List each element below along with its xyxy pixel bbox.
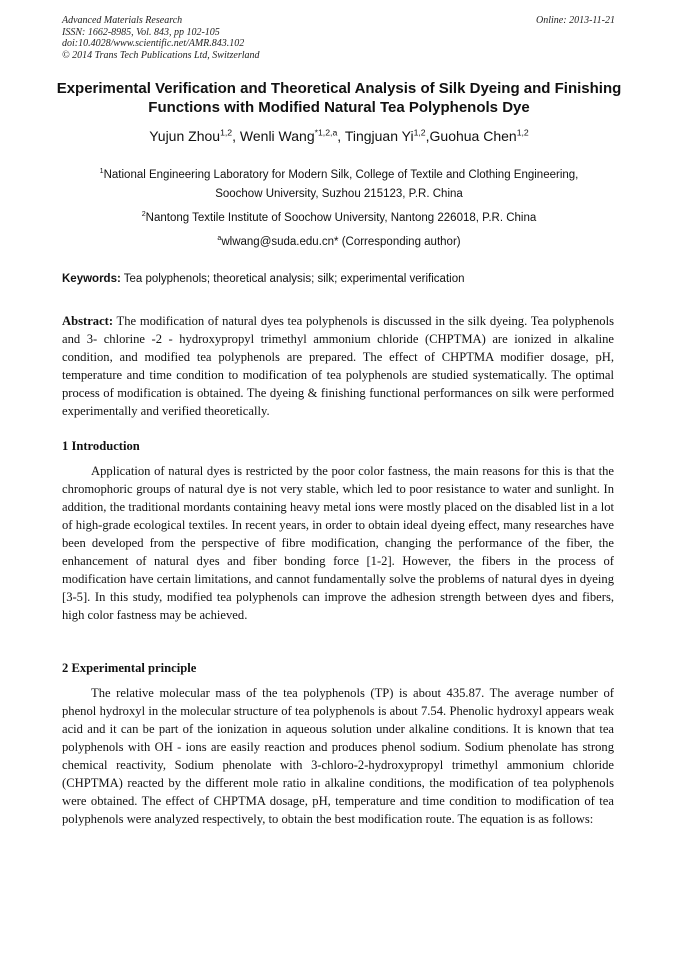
author-name: Yujun Zhou — [149, 128, 221, 144]
keywords-text: Tea polyphenols; theoretical analysis; silk; experimental verification — [120, 273, 465, 285]
online-date: Online: 2013-11-21 — [536, 15, 615, 26]
keywords-label: Keywords: — [62, 273, 121, 285]
abstract — [62, 312, 614, 420]
section-heading-introduction: 1 Introduction — [62, 439, 140, 453]
affiliation-1-line-2: Soochow University, Suzhou 215123, P.R. China — [215, 188, 463, 200]
author-name: Tingjuan Yi — [344, 128, 414, 144]
author-list — [55, 128, 623, 144]
affiliation-mark: 1 — [99, 167, 104, 176]
affiliation-mark: 2 — [141, 210, 146, 219]
affiliation-1-line-1: National Engineering Laboratory for Modern Silk, College of Textile and Clothing Engineering, — [103, 169, 579, 181]
experimental-principle-paragraph: The relative molecular mass of the tea polyphenols (TP) is about 435.87. The average number of phenol hydroxyl in the molecular structure of tea polyphenols is about 7.54. Phenolic hydroxyl appears weak acid and it can be part of the ionization in aqueous solution under alkaline conditions. It is known that tea polyphenols with OH - ions are easily reaction and produces phenol sodium. Sodium phenolate has strong chemical reactivity, Sodium phenolate with 3-chloro-2-hydroxypropyl trimethyl ammonium chloride (CHPTMA) reacted by the different mole ratio in alkaline conditions, the modification of tea polyphenols were obtained. The effect of CHPTMA dosage, pH, temperature and time condition to modification of tea polyphenols were analyzed respectively, to obtain the best modification route. The equation is as follows: — [62, 686, 614, 826]
copyright-line: © 2014 Trans Tech Publications Ltd, Switzerland — [62, 49, 260, 61]
author-affiliation-mark: 1,2 — [413, 127, 426, 138]
corresponding-email — [62, 233, 616, 252]
affiliation-2-text: Nantong Textile Institute of Soochow University, Nantong 226018, P.R. China — [145, 212, 537, 224]
author-affiliation-mark: 1,2 — [516, 127, 529, 138]
author-affiliation-mark: 1,2 — [220, 127, 233, 138]
author-name: Guohua Chen — [429, 128, 517, 144]
doi-line: doi:10.4028/www.scientific.net/AMR.843.102 — [62, 38, 245, 49]
abstract-label: Abstract: — [62, 314, 114, 328]
journal-header — [62, 15, 260, 61]
journal-name: Advanced Materials Research — [62, 15, 183, 26]
author-affiliation-mark: *1,2,a — [314, 127, 338, 138]
author-separator: , — [232, 128, 240, 144]
email-text: wlwang@suda.edu.cn* (Corresponding author) — [221, 236, 461, 248]
issn-line: ISSN: 1662-8985, Vol. 843, pp 102-105 — [62, 26, 220, 38]
paper-title: Experimental Verification and Theoretical Analysis of Silk Dyeing and Finishing Functions with Modified Natural Tea Polyphenols Dye — [56, 80, 622, 116]
affiliation-1 — [62, 166, 616, 204]
section-heading-experimental-principle: 2 Experimental principle — [62, 661, 197, 675]
email-mark: a — [217, 234, 222, 243]
affiliation-2 — [62, 209, 616, 228]
keywords — [62, 273, 616, 285]
introduction-paragraph: Application of natural dyes is restricted by the poor color fastness, the main reasons for this is that the chromophoric groups of natural dye is not very stable, which led to poor resistance to water and sunlight. In addition, the traditional mordants containing heavy metal ions were mostly placed on the disabled list in a lot of high-grade ecological textiles. In recent years, in order to obtain ideal dyeing effect, many researches have been developed from the perspective of fibre modification, changing the performance of the fiber, the enhancement of natural dyes and fiber bonding force [1-2]. However, the fibers in the process of modification have certain limitations, and cannot fundamentally solve the problems of natural dyes in dyeing [3-5]. In this study, modified tea polyphenols can improve the adhesion strength between dyes and fibers, high color fastness may be achieved. — [62, 464, 614, 622]
abstract-text: The modification of natural dyes tea polyphenols is discussed in the silk dyeing. Tea polyphenols and 3- chlorine -2 - hydroxypropyl trimethyl ammonium chloride (CHPTMA) are ionized in alkaline condition, and modified tea polyphenols are prepared. The effect of CHPTMA modifier dosage, pH, temperature and time condition to modification of tea polyphenols are studied systematically. The optimal process of modification is obtained. The dyeing & finishing functional performances on silk were performed experimentally and verified theoretically. — [62, 314, 614, 418]
author-name: Wenli Wang — [239, 128, 315, 144]
author-separator: , — [337, 128, 345, 144]
author-separator: , — [425, 128, 430, 144]
